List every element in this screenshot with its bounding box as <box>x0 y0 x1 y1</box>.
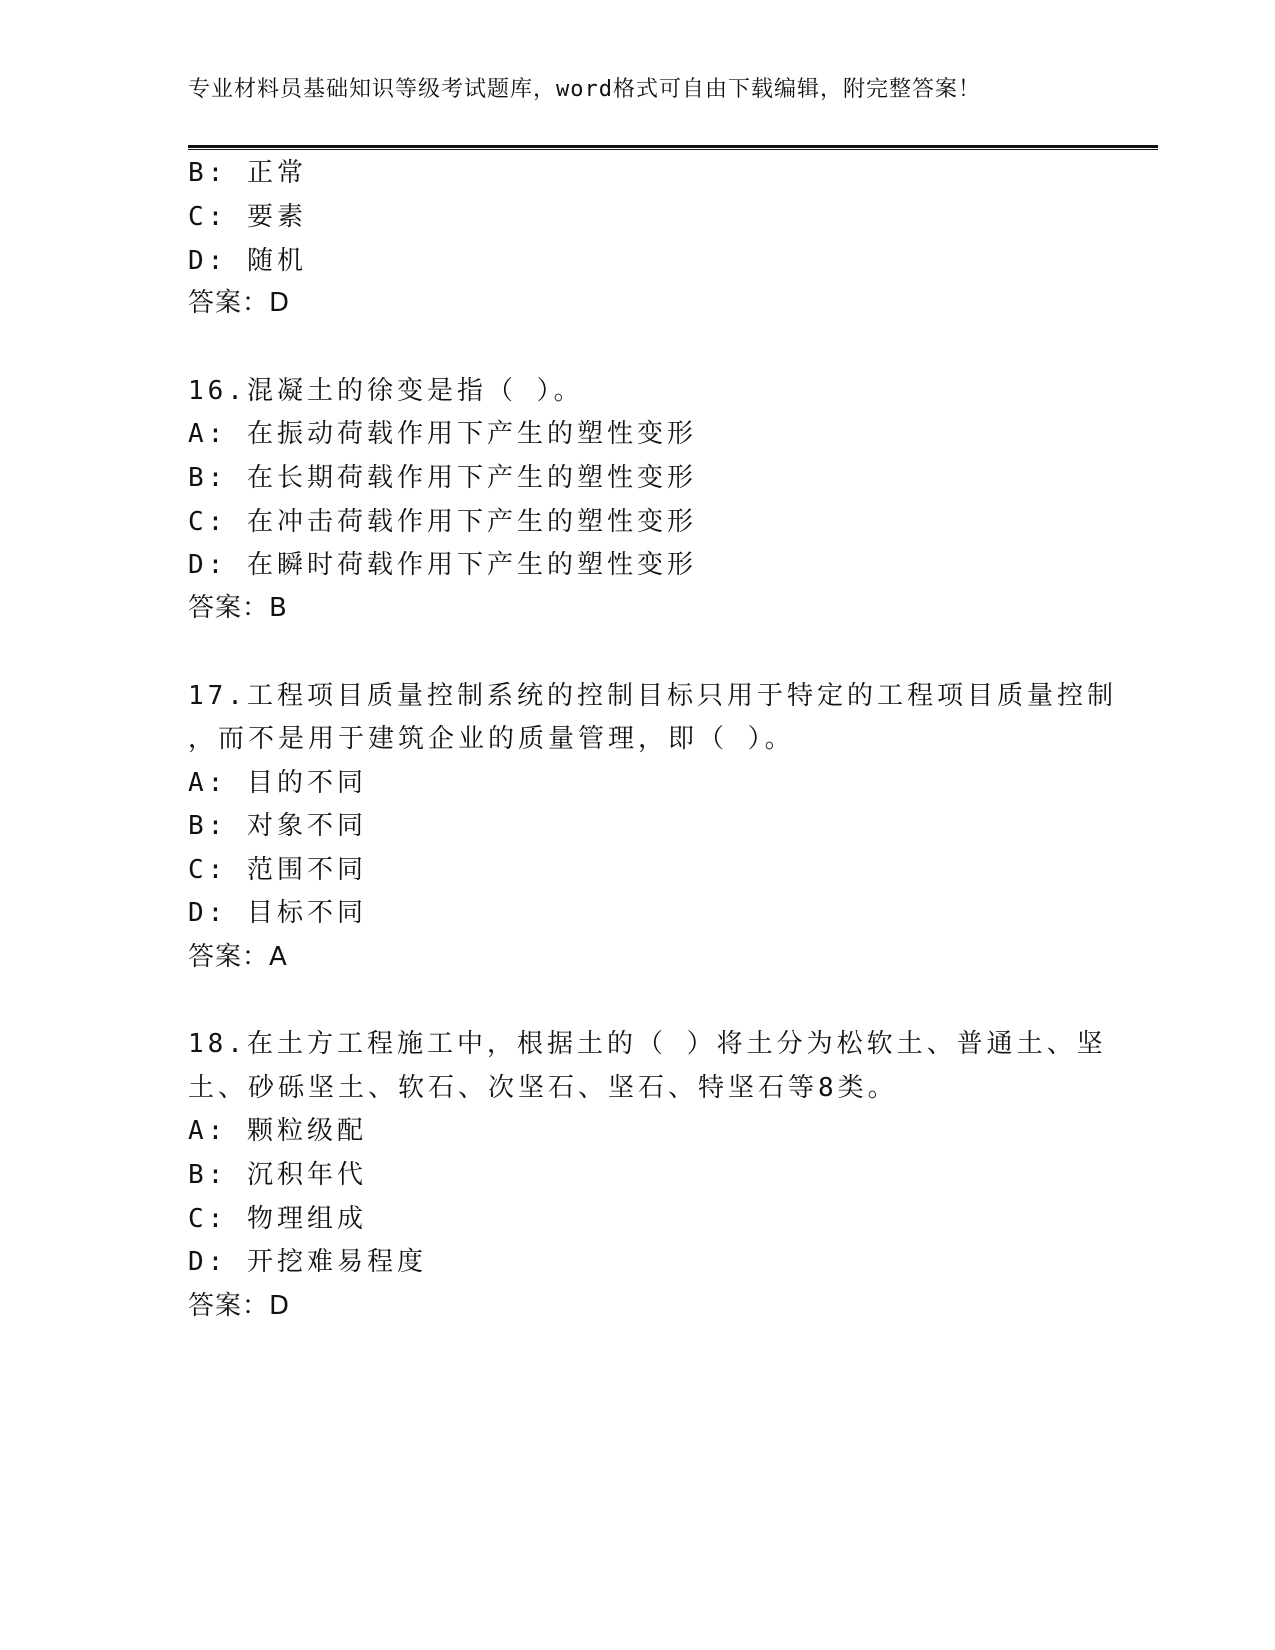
header-divider <box>188 145 1158 150</box>
answer-line: 答案：A <box>188 942 288 972</box>
option-line: C: 范围不同 <box>188 855 367 885</box>
header-note: 专业材料员基础知识等级考试题库，word格式可自由下载编辑，附完整答案！ <box>188 77 981 102</box>
option-line: C: 物理组成 <box>188 1204 367 1234</box>
option-line: D: 在瞬时荷载作用下产生的塑性变形 <box>188 550 697 580</box>
option-line: C: 在冲击荷载作用下产生的塑性变形 <box>188 507 697 537</box>
option-line: B: 沉积年代 <box>188 1160 367 1190</box>
option-line: D: 目标不同 <box>188 898 367 928</box>
answer-line: 答案：D <box>188 288 291 318</box>
option-line: D: 随机 <box>188 246 307 276</box>
answer-line: 答案：D <box>188 1291 291 1321</box>
question-stem: 16.混凝土的徐变是指（ ）。 <box>188 376 584 406</box>
option-line: B: 正常 <box>188 158 307 188</box>
option-line: C: 要素 <box>188 202 307 232</box>
question-stem: ，而不是用于建筑企业的质量管理，即（ ）。 <box>188 724 795 754</box>
option-line: A: 在振动荷载作用下产生的塑性变形 <box>188 419 697 449</box>
answer-line: 答案：B <box>188 593 288 623</box>
option-line: A: 目的不同 <box>188 768 367 798</box>
option-line: B: 对象不同 <box>188 811 367 841</box>
question-stem: 17.工程项目质量控制系统的控制目标只用于特定的工程项目质量控制 <box>188 681 1117 711</box>
option-line: D: 开挖难易程度 <box>188 1247 427 1277</box>
option-line: B: 在长期荷载作用下产生的塑性变形 <box>188 463 697 493</box>
question-stem: 土、砂砾坚土、软石、次坚石、坚石、特坚石等8类。 <box>188 1073 898 1103</box>
option-line: A: 颗粒级配 <box>188 1116 367 1146</box>
question-stem: 18.在土方工程施工中，根据土的（ ）将土分为松软土、普通土、坚 <box>188 1029 1107 1059</box>
